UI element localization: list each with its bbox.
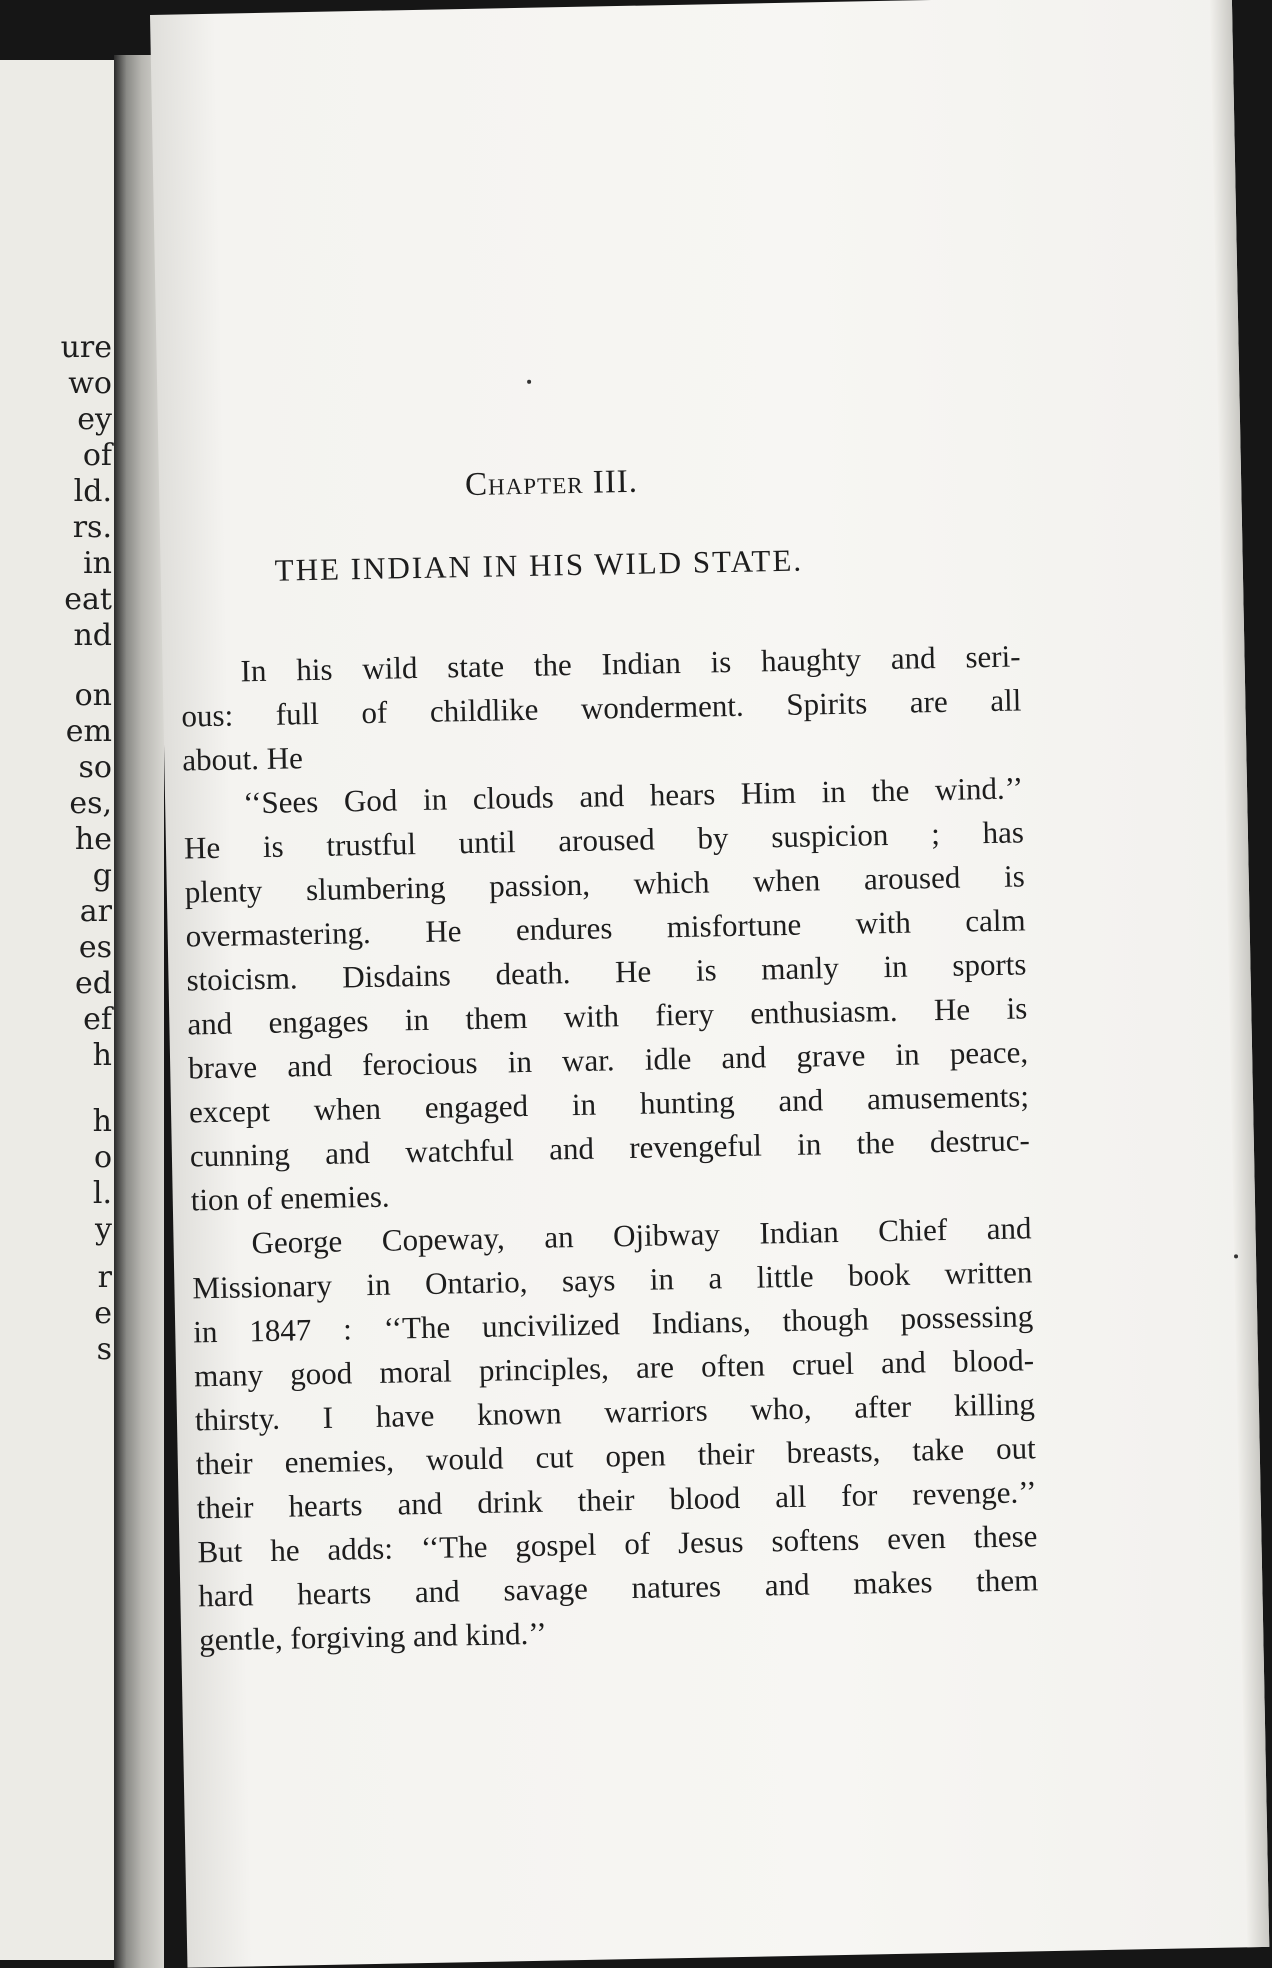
- left-page-line: g: [92, 858, 112, 893]
- text-line: their enemies, would cut open their breasts, take out: [195, 1430, 1037, 1482]
- left-page-line: ed: [75, 966, 112, 1001]
- left-page-line: eat: [64, 582, 112, 617]
- text-line: brave and ferocious in war. idle and grave in peace,: [187, 1034, 1029, 1086]
- left-page-line: es,: [69, 786, 112, 821]
- left-page-line: l.: [92, 1176, 112, 1211]
- left-page-line: ef: [83, 1002, 112, 1037]
- text-line: overmastering. He endures misfortune with calm: [185, 902, 1026, 954]
- left-page-line: em: [65, 714, 112, 749]
- page-text: [168, 0, 1039, 1658]
- left-page-line: s: [96, 1332, 112, 1367]
- text-line: thirsty. I have known warriors who, after killing: [194, 1386, 1036, 1438]
- left-page-line: ld.: [73, 474, 112, 509]
- text-line: and engages in them with fiery enthusiasm. He is: [187, 990, 1028, 1042]
- text-line: cunning and watchful and revengeful in the destruc-: [189, 1122, 1031, 1174]
- right-page: [150, 0, 1269, 1968]
- text-line: In his wild state the Indian is haughty and seri-: [240, 638, 1021, 689]
- text-line: hard hearts and savage natures and makes them: [198, 1562, 1039, 1614]
- text-line: gentle, forgiving and kind.’’: [198, 1615, 548, 1658]
- left-page-line: ure: [60, 330, 112, 365]
- left-page-line: e: [94, 1296, 112, 1331]
- text-line: many good moral principles, are often cruel and blood-: [193, 1342, 1035, 1394]
- text-line: in 1847 : ‘‘The uncivilized Indians, though possessing: [192, 1298, 1034, 1350]
- text-line: plenty slumbering passion, which when aroused is: [184, 858, 1026, 910]
- left-page-line: o: [93, 1140, 112, 1175]
- text-line: He is trustful until aroused by suspicion ; has: [183, 814, 1025, 866]
- text-line: tion of enemies.: [190, 1178, 390, 1218]
- left-page-line: so: [78, 750, 112, 785]
- text-line: their hearts and drink their blood all for revenge.’’: [196, 1474, 1037, 1526]
- text-line: Missionary in Ontario, says in a little book written: [192, 1254, 1033, 1306]
- left-page-line: in: [83, 546, 112, 581]
- page-edge: [1210, 0, 1269, 1947]
- text-line: stoicism. Disdains death. He is manly in sports: [186, 946, 1027, 998]
- left-page-line: ey: [77, 402, 112, 437]
- chapter-title: THE INDIAN IN HIS WILD STATE.: [274, 542, 804, 588]
- left-page-line: ar: [79, 894, 112, 929]
- left-page-line: wo: [68, 366, 112, 401]
- text-line: ‘‘Sees God in clouds and hears Him in the wind.’’: [242, 770, 1024, 821]
- chapter-heading: Chapter III.: [464, 463, 639, 504]
- left-page-line: nd: [73, 618, 112, 653]
- left-page-line: r: [97, 1260, 112, 1295]
- text-line: George Copeway, an Ojibway Indian Chief and: [251, 1210, 1032, 1261]
- text-line: except when engaged in hunting and amusements;: [188, 1078, 1030, 1130]
- left-page-line: h: [92, 1104, 112, 1139]
- text-line: But he adds: ‘‘The gospel of Jesus softens even these: [197, 1518, 1038, 1570]
- left-page-line: rs.: [72, 510, 112, 545]
- left-page-line: es: [78, 930, 112, 965]
- paper-speck: [527, 380, 531, 384]
- left-page-line: on: [74, 678, 112, 713]
- left-page-line: he: [74, 822, 112, 857]
- left-facing-page: [0, 60, 118, 1960]
- left-page-line: of: [82, 438, 112, 473]
- paper-speck: [1234, 1254, 1238, 1258]
- text-line: ous: full of childlike wonderment. Spirits are all: [181, 682, 1022, 734]
- left-page-line: h: [92, 1038, 112, 1073]
- left-page-line: y: [95, 1212, 112, 1247]
- text-line: about. He: [181, 740, 304, 778]
